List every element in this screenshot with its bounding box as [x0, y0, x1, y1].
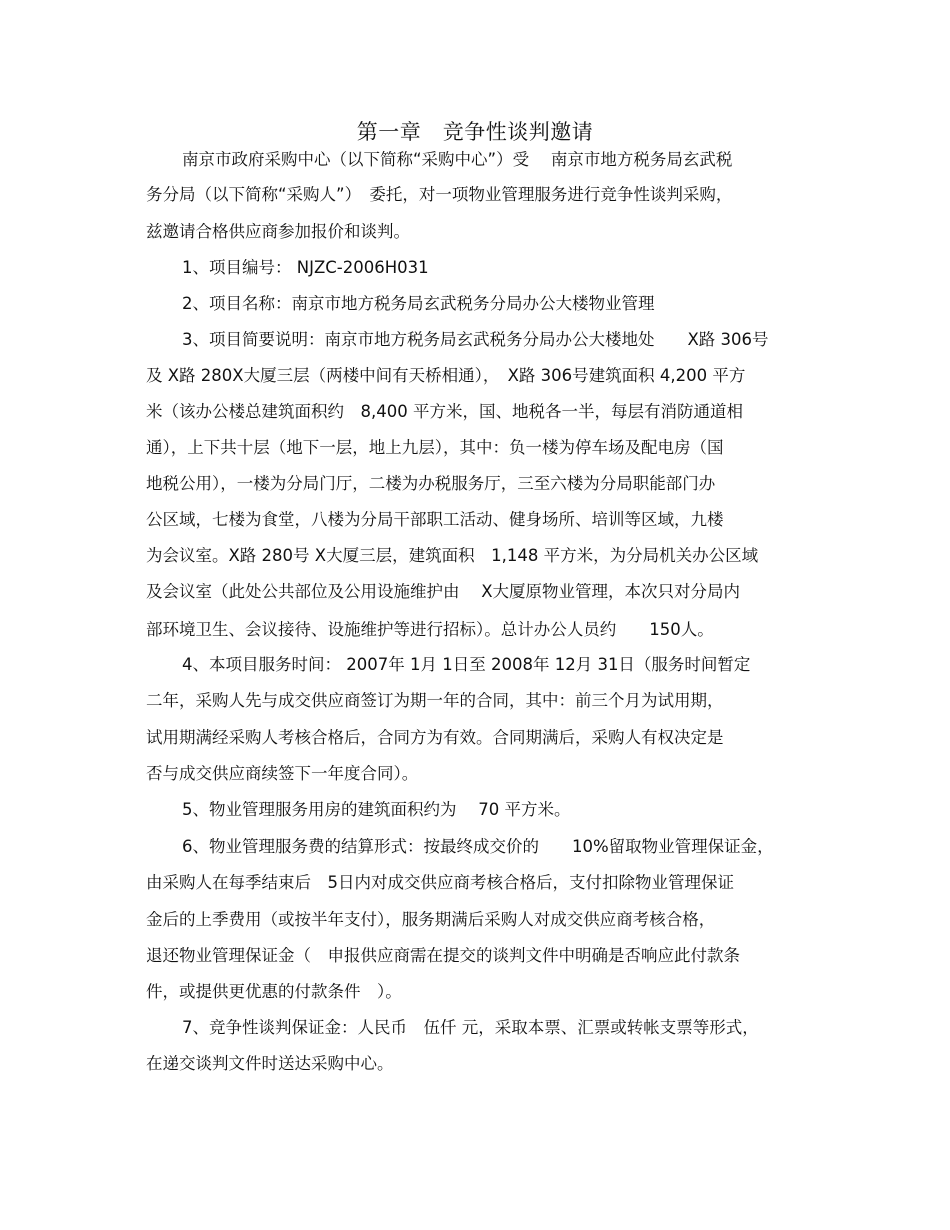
item-project-name: 2、项目名称：南京市地方税务局玄武税务分局办公大楼物业管理 [182, 294, 655, 313]
paragraph-line: 否与成交供应商续签下一年度合同）。 [146, 764, 419, 783]
item-project-description: 3、项目简要说明：南京市地方税务局玄武税务分局办公大楼地处 X路 306号 [182, 330, 769, 349]
paragraph-line: 为会议室。X路 280号 X大厦三层，建筑面积 1,148 平方米，为分局机关办公区域 [146, 546, 759, 565]
paragraph-line: 由采购人在每季结束后 5日内对成交供应商考核合格后，支付扣除物业管理保证 [146, 873, 734, 892]
paragraph-line: 米（该办公楼总建筑面积约 8,400 平方米，国、地税各一半，每层有消防通道相 [146, 402, 743, 421]
item-service-room-area: 5、物业管理服务用房的建筑面积约为 70 平方米。 [182, 800, 571, 819]
item-fee-settlement: 6、物业管理服务费的结算形式：按最终成交价的 10%留取物业管理保证金， [182, 837, 774, 856]
paragraph-line: 及会议室（此处公共部位及公用设施维护由 X大厦原物业管理，本次只对分局内 [146, 582, 741, 601]
paragraph-line: 通），上下共十层（地下一层，地上九层），其中：负一楼为停车场及配电房（国 [146, 438, 724, 457]
paragraph-line: 务分局（以下简称“采购人”） 委托，对一项物业管理服务进行竞争性谈判采购， [146, 185, 733, 204]
paragraph-line: 公区域，七楼为食堂，八楼为分局干部职工活动、健身场所、培训等区域，九楼 [146, 510, 724, 529]
paragraph-line: 地税公用），一楼为分局门厅，二楼为办税服务厅，三至六楼为分局职能部门办 [146, 474, 716, 493]
paragraph-line: 南京市政府采购中心（以下简称“采购中心”）受 南京市地方税务局玄武税 [182, 150, 733, 169]
paragraph-line: 退还物业管理保证金（ 申报供应商需在提交的谈判文件中明确是否响应此付款条 [146, 946, 740, 965]
page-title: 第一章 竞争性谈判邀请 [356, 120, 594, 144]
item-service-period: 4、本项目服务时间： 2007年 1月 1日至 2008年 12月 31日（服务时间暂定 [182, 655, 751, 674]
paragraph-line: 金后的上季费用（或按半年支付），服务期满后采购人对成交供应商考核合格， [146, 910, 716, 929]
paragraph-line: 及 X路 280X大厦三层（两楼中间有天桥相通）， X路 306号建筑面积 4,200 平方 [146, 366, 746, 385]
paragraph-line: 在递交谈判文件时送达采购中心。 [146, 1054, 394, 1073]
paragraph-line: 部环境卫生、会议接待、设施维护等进行招标）。总计办公人员约 150人。 [146, 620, 714, 639]
paragraph-line: 试用期满经采购人考核合格后，合同方为有效。合同期满后，采购人有权决定是 [146, 728, 724, 747]
paragraph-line: 二年，采购人先与成交供应商签订为期一年的合同，其中：前三个月为试用期， [146, 691, 724, 710]
paragraph-line: 件，或提供更优惠的付款条件 ）。 [146, 982, 402, 1001]
item-negotiation-deposit: 7、竞争性谈判保证金：人民币 伍仟 元，采取本票、汇票或转帐支票等形式， [182, 1018, 759, 1037]
item-project-number: 1、项目编号： NJZC-2006H031 [182, 258, 429, 277]
paragraph-line: 兹邀请合格供应商参加报价和谈判。 [146, 222, 410, 241]
